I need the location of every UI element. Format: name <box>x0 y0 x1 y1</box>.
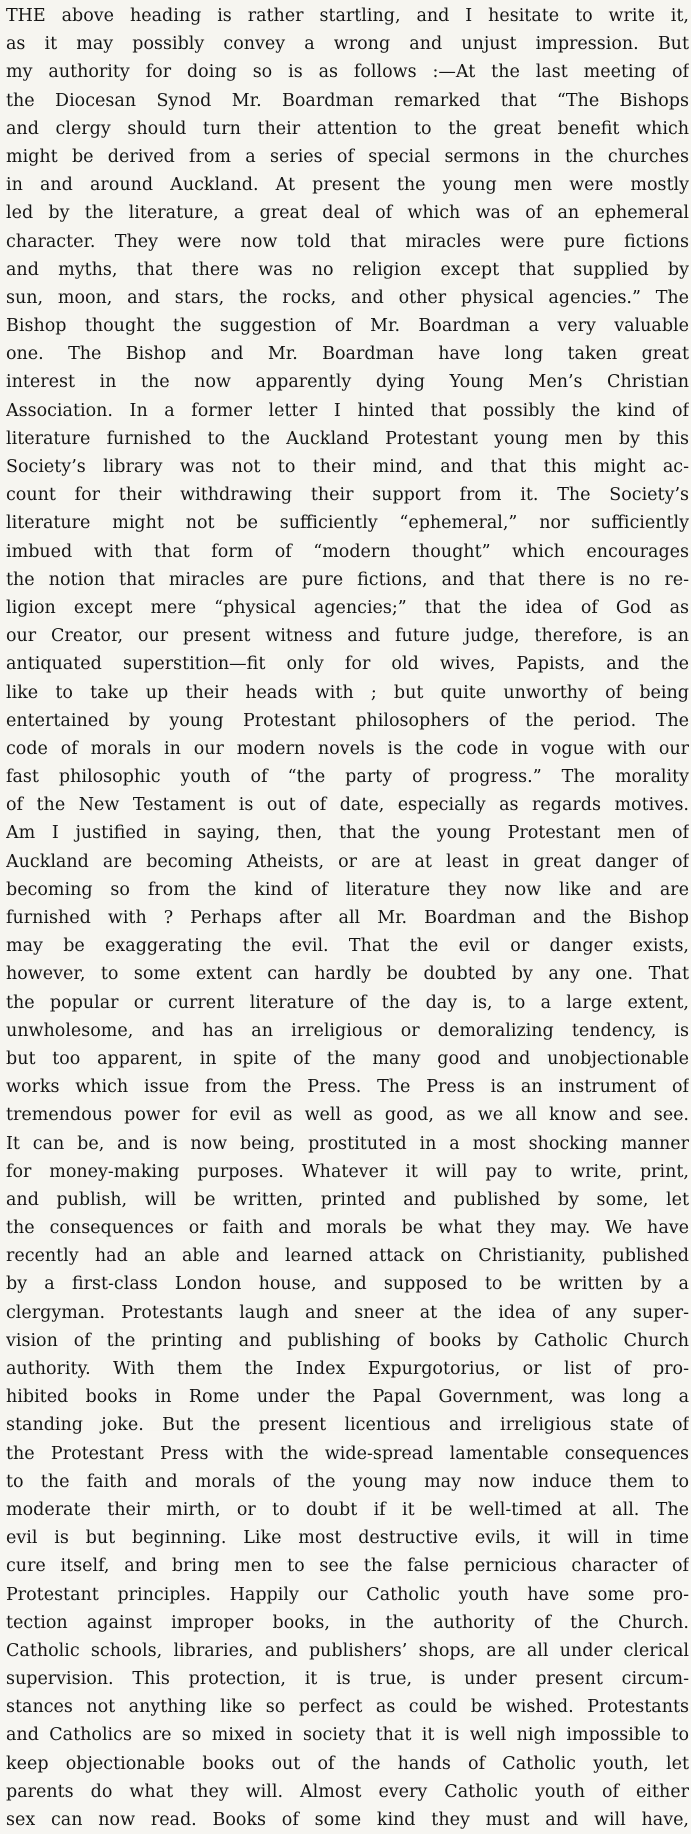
article-line: however, to some extent can hardly be doubted by any one. That <box>6 964 689 985</box>
article-line: supervision. This protection, it is true, is under present circum- <box>6 1669 689 1690</box>
article-line: fast philosophic youth of “the party of progress.” The morality <box>6 767 689 788</box>
article-line: evil is but beginning. Like most destructive evils, it will in time <box>6 1528 689 1549</box>
article-line: my authority for doing so is as follows :—At the last meeting of <box>6 62 689 83</box>
article-line: unwholesome, and has an irreligious or demoralizing tendency, is <box>6 1020 689 1041</box>
article-line: Association. In a former letter I hinted that possibly the kind of <box>6 400 689 421</box>
article-line: entertained by young Protestant philosophers of the period. The <box>6 710 689 731</box>
article-line: imbued with that form of “modern thought” which encourages <box>6 541 689 562</box>
article-line: tection against improper books, in the authority of the Church. <box>6 1612 689 1633</box>
article-line: works which issue from the Press. The Press is an instrument of <box>6 1077 689 1098</box>
article-line: our Creator, our present witness and future judge, therefore, is an <box>6 626 689 647</box>
article-line: standing joke. But the present licentious and irreligious state of <box>6 1415 689 1436</box>
article-line: It can be, and is now being, prostituted in a most shocking manner <box>6 1133 689 1154</box>
article-line: Catholic schools, libraries, and publishers’ shops, are all under clerical <box>6 1640 689 1661</box>
article-line: ligion except mere “physical agencies;” that the idea of God as <box>6 597 689 618</box>
article-line: the consequences or faith and morals be what they may. We have <box>6 1218 689 1239</box>
article-line: vision of the printing and publishing of books by Catholic Church <box>6 1330 689 1351</box>
article-line: Bishop thought the suggestion of Mr. Boardman a very valuable <box>6 316 689 337</box>
article-line: Protestant principles. Happily our Catholic youth have some pro- <box>6 1584 689 1605</box>
article-line: THE above heading is rather startling, and I hesitate to write it, <box>6 6 689 26</box>
article-line: for money-making purposes. Whatever it will pay to write, print, <box>6 1161 689 1182</box>
article-line: parents do what they will. Almost every Catholic youth of either <box>6 1781 689 1802</box>
article-line: and publish, will be written, printed and published by some, let <box>6 1189 689 1210</box>
article-line: keep objectionable books out of the hands of Catholic youth, let <box>6 1753 689 1774</box>
article-line: Society’s library was not to their mind, and that this might ac- <box>6 457 689 477</box>
article-line: and myths, that there was no religion except that supplied by <box>6 259 689 280</box>
article-line: literature furnished to the Auckland Protestant young men by this <box>6 428 689 449</box>
article-line: like to take up their heads with ; but quite unworthy of being <box>6 682 689 703</box>
article-line: cure itself, and bring men to see the false pernicious character of <box>6 1556 689 1577</box>
article-line: may be exaggerating the evil. That the evil or danger exists, <box>6 936 689 957</box>
article-line: and Catholics are so mixed in society that it is well nigh impossible to <box>6 1725 689 1746</box>
article-line: clergyman. Protestants laugh and sneer at the idea of any super- <box>6 1302 689 1323</box>
article-line: furnished with ? Perhaps after all Mr. Boardman and the Bishop <box>6 908 689 928</box>
article-line: stances not anything like so perfect as could be wished. Protestants <box>6 1697 689 1718</box>
article-line: count for their withdrawing their support from it. The Society’s <box>6 485 689 506</box>
article-line: sun, moon, and stars, the rocks, and other physical agencies.” The <box>6 287 689 308</box>
article-line: might be derived from a series of special sermons in the churches <box>6 146 689 167</box>
article-line: as it may possibly convey a wrong and unjust impression. But <box>6 34 689 55</box>
article-line: interest in the now apparently dying Young Men’s Christian <box>6 372 689 393</box>
article-line: one. The Bishop and Mr. Boardman have long taken great <box>6 344 689 365</box>
article-line: character. They were now told that miracles were pure fictions <box>6 231 689 252</box>
article-line: Am I justified in saying, then, that the young Protestant men of <box>6 823 689 844</box>
article-line: hibited books in Rome under the Papal Government, was long a <box>6 1387 689 1408</box>
article-line: sex can now read. Books of some kind they must and will have, <box>6 1810 689 1830</box>
article-line: becoming so from the kind of literature they now like and are <box>6 879 689 900</box>
article-line: to the faith and morals of the young may now induce them to <box>6 1471 689 1492</box>
article-body <box>6 2 689 1834</box>
article-line: the Diocesan Synod Mr. Boardman remarked that “The Bishops <box>6 90 689 111</box>
article-line: Auckland are becoming Atheists, or are at least in great danger of <box>6 851 689 872</box>
article-line: the notion that miracles are pure fictions, and that there is no re- <box>6 569 689 590</box>
article-line: recently had an able and learned attack on Christianity, published <box>6 1246 689 1267</box>
article-line: in and around Auckland. At present the young men were mostly <box>6 175 689 196</box>
article-line: code of morals in our modern novels is the code in vogue with our <box>6 738 689 759</box>
article-line: authority. With them the Index Expurgotorius, or list of pro- <box>6 1359 689 1379</box>
article-line: led by the literature, a great deal of which was of an ephemeral <box>6 203 689 224</box>
article-line: and clergy should turn their attention to the great benefit which <box>6 118 689 139</box>
article-line: the popular or current literature of the day is, to a large extent, <box>6 992 689 1013</box>
article-line: the Protestant Press with the wide-spread lamentable consequences <box>6 1443 689 1464</box>
article-line: tremendous power for evil as well as good, as we all know and see. <box>6 1105 689 1126</box>
article-line: literature might not be sufficiently “ephemeral,” nor sufficiently <box>6 513 689 534</box>
article-line: by a first-class London house, and supposed to be written by a <box>6 1274 689 1295</box>
article-line: moderate their mirth, or to doubt if it be well-timed at all. The <box>6 1499 689 1520</box>
article-line: but too apparent, in spite of the many good and unobjectionable <box>6 1048 689 1069</box>
article-line: antiquated superstition—fit only for old wives, Papists, and the <box>6 654 689 675</box>
article-line: of the New Testament is out of date, especially as regards motives. <box>6 795 689 816</box>
